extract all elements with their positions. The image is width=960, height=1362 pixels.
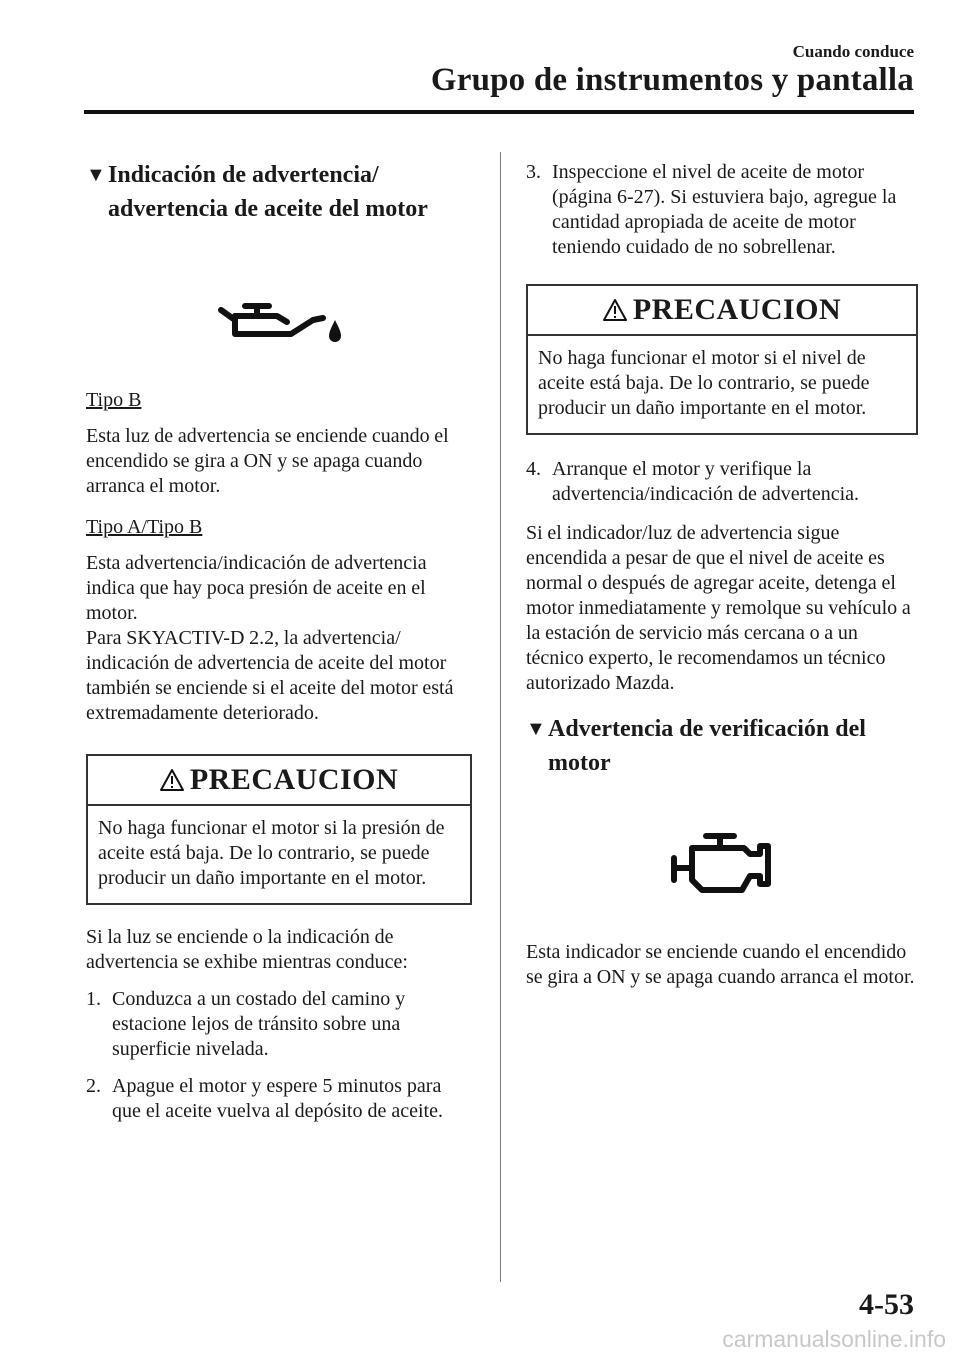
section-heading-text: Indicación de advertencia/ advertencia de aceite del motor (108, 162, 428, 222)
step-number: 4. (526, 458, 541, 480)
column-divider (500, 152, 501, 1282)
header-chapter-title: Grupo de instrumentos y pantalla (430, 62, 914, 98)
tipo-ab-text-1: Esta advertencia/indicación de advertencia indica que hay poca presión de aceite en el motor. (86, 552, 427, 624)
tipo-b-label: Tipo B (86, 389, 142, 411)
tipo-b-text: Esta luz de advertencia se enciende cuando el encendido se gira a ON y se apaga cuando arranca el motor. (86, 425, 449, 497)
step-number: 3. (526, 161, 541, 183)
left-column (86, 150, 472, 1124)
check-engine-text: Esta indicador se enciende cuando el encendido se gira a ON y se apaga cuando arranca el motor. (526, 941, 915, 988)
oil-can-icon (217, 296, 341, 352)
step-text: Apague el motor y espere 5 minutos para que el aceite vuelva al depósito de aceite. (112, 1075, 443, 1122)
caution-text: No haga funcionar el motor si el nivel de aceite está baja. De lo contrario, se puede producir un daño importante en el motor. (538, 347, 870, 419)
watermark: carmanualsonline.info (722, 1326, 946, 1352)
check-engine-icon (670, 832, 774, 898)
header-rule (84, 110, 914, 114)
header-section: Cuando conduce (792, 42, 914, 61)
right-column (526, 160, 918, 990)
section-heading-text: Advertencia de verificación del motor (548, 716, 866, 776)
intro-text: Si la luz se enciende o la indicación de advertencia se exhibe mientras conduce: (86, 926, 408, 973)
warning-triangle-icon (160, 768, 184, 792)
caution-title: PRECAUCION (189, 763, 399, 796)
page-number: 4-53 (859, 1288, 914, 1321)
caution-box-right (526, 284, 918, 435)
step-text: Conduzca a un costado del camino y estacione lejos de tránsito sobre una superficie nivelada. (112, 988, 406, 1060)
tipo-ab-text-2: Para SKYACTIV-D 2.2, la advertencia/ indicación de advertencia de aceite del motor también se enciende si el aceite del motor está extremadamente deteriorado. (86, 627, 454, 724)
tipo-ab-label: Tipo A/Tipo B (86, 516, 203, 538)
step-3 (526, 160, 918, 260)
caution-header (528, 286, 916, 336)
step-text: Inspeccione el nivel de aceite de motor (página 6-27). Si estuviera bajo, agregue la cantidad apropiada de aceite de motor teniendo cuidado de no sobrellenar. (552, 161, 897, 258)
caution-box-left (86, 754, 472, 905)
section-heading-oil-warning (86, 158, 472, 226)
caution-header (88, 756, 470, 806)
step-1 (86, 987, 472, 1062)
step-number: 2. (86, 1075, 101, 1097)
oil-can-icon-box (86, 296, 472, 374)
caution-title: PRECAUCION (632, 293, 842, 326)
step-number: 1. (86, 988, 101, 1010)
troubleshoot-text: Si el indicador/luz de advertencia sigue encendida a pesar de que el nivel de aceite es normal o después de agregar aceite, detenga el motor inmediatamente y remolque su vehículo a la estación de servicio más cercana o a un técnico experto, le recomendamos un técnico autorizado Mazda. (526, 522, 911, 694)
section-heading-check-engine (526, 712, 918, 780)
caution-text: No haga funcionar el motor si la presión de aceite está baja. De lo contrario, se puede producir un daño importante en el motor. (98, 817, 445, 889)
section-triangle-icon: ▼ (86, 164, 106, 186)
check-engine-icon-box (526, 832, 918, 902)
step-2 (86, 1074, 472, 1124)
section-triangle-icon: ▼ (526, 718, 546, 740)
step-text: Arranque el motor y verifique la advertencia/indicación de advertencia. (552, 458, 860, 505)
step-4 (526, 457, 918, 507)
warning-triangle-icon (603, 298, 627, 322)
